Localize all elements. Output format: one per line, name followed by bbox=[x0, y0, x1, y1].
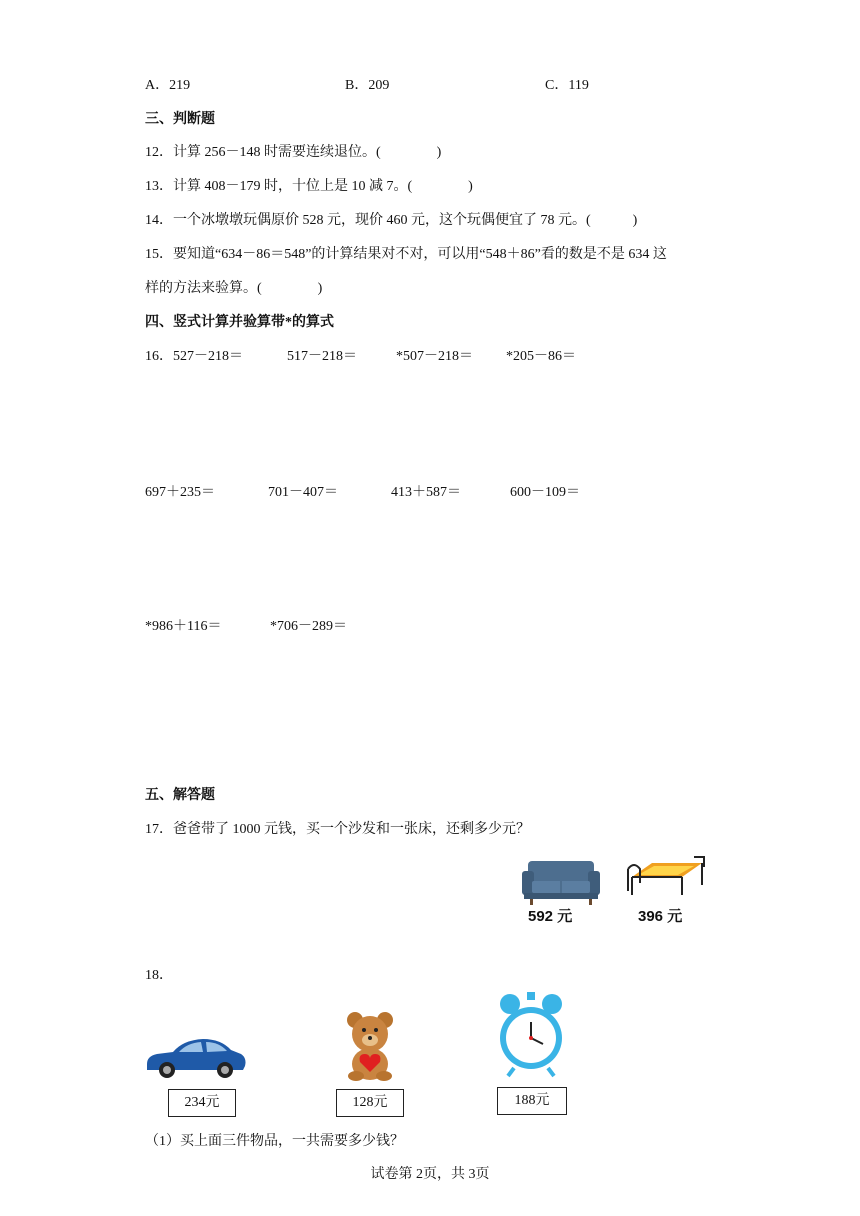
calc-item: 600－109＝ bbox=[510, 485, 580, 500]
q11-option-b: B．209 bbox=[345, 78, 390, 93]
car-image bbox=[143, 1030, 249, 1080]
calc-item: 701－407＝ bbox=[268, 485, 338, 500]
calc-item: *706－289＝ bbox=[270, 619, 347, 634]
clock-price-box: 188元 bbox=[497, 1087, 567, 1115]
q15-text-line1: 15．要知道“634－86＝548”的计算结果对不对，可以用“548＋86”看的数是不是 634 这 bbox=[145, 247, 667, 262]
calc-item: 16．527－218＝ bbox=[145, 349, 243, 364]
sofa-price: 592 元 bbox=[528, 908, 573, 925]
section3-title: 三、判断题 bbox=[145, 112, 215, 127]
q11-option-a: A．219 bbox=[145, 78, 191, 93]
q18-text: 18． bbox=[145, 968, 173, 983]
page-footer: 试卷第 2页，共 3页 bbox=[370, 1167, 490, 1182]
calc-item: *205－86＝ bbox=[506, 349, 576, 364]
sofa-image bbox=[516, 853, 606, 913]
q15-text-line2: 样的方法来验算。( ) bbox=[145, 281, 323, 296]
calc-item: *986＋116＝ bbox=[145, 619, 222, 634]
teddy-bear-image bbox=[340, 1010, 400, 1082]
q11-option-c: C．119 bbox=[545, 78, 589, 93]
bed-price: 396 元 bbox=[638, 908, 683, 925]
calc-item: *507－218＝ bbox=[396, 349, 473, 364]
q18-subquestion-1: （1）买上面三件物品，一共需要多少钱？ bbox=[145, 1134, 404, 1149]
bear-price-box: 128元 bbox=[336, 1089, 404, 1117]
section4-title: 四、竖式计算并验算带*的算式 bbox=[145, 315, 334, 330]
calc-item: 517－218＝ bbox=[287, 349, 357, 364]
section5-title: 五、解答题 bbox=[145, 788, 215, 803]
bed-image bbox=[624, 853, 706, 901]
q13-text: 13．计算 408－179 时，十位上是 10 减 7。( ) bbox=[145, 179, 473, 194]
calc-item: 413＋587＝ bbox=[391, 485, 461, 500]
q12-text: 12．计算 256－148 时需要连续退位。( ) bbox=[145, 145, 442, 160]
calc-item: 697＋235＝ bbox=[145, 485, 215, 500]
alarm-clock-image bbox=[496, 990, 566, 1078]
car-price-box: 234元 bbox=[168, 1089, 236, 1117]
q14-text: 14．一个冰墩墩玩偶原价 528 元，现价 460 元，这个玩偶便宜了 78 元。( ) bbox=[145, 213, 638, 228]
q17-text: 17．爸爸带了 1000 元钱，买一个沙发和一张床，还剩多少元？ bbox=[145, 822, 530, 837]
